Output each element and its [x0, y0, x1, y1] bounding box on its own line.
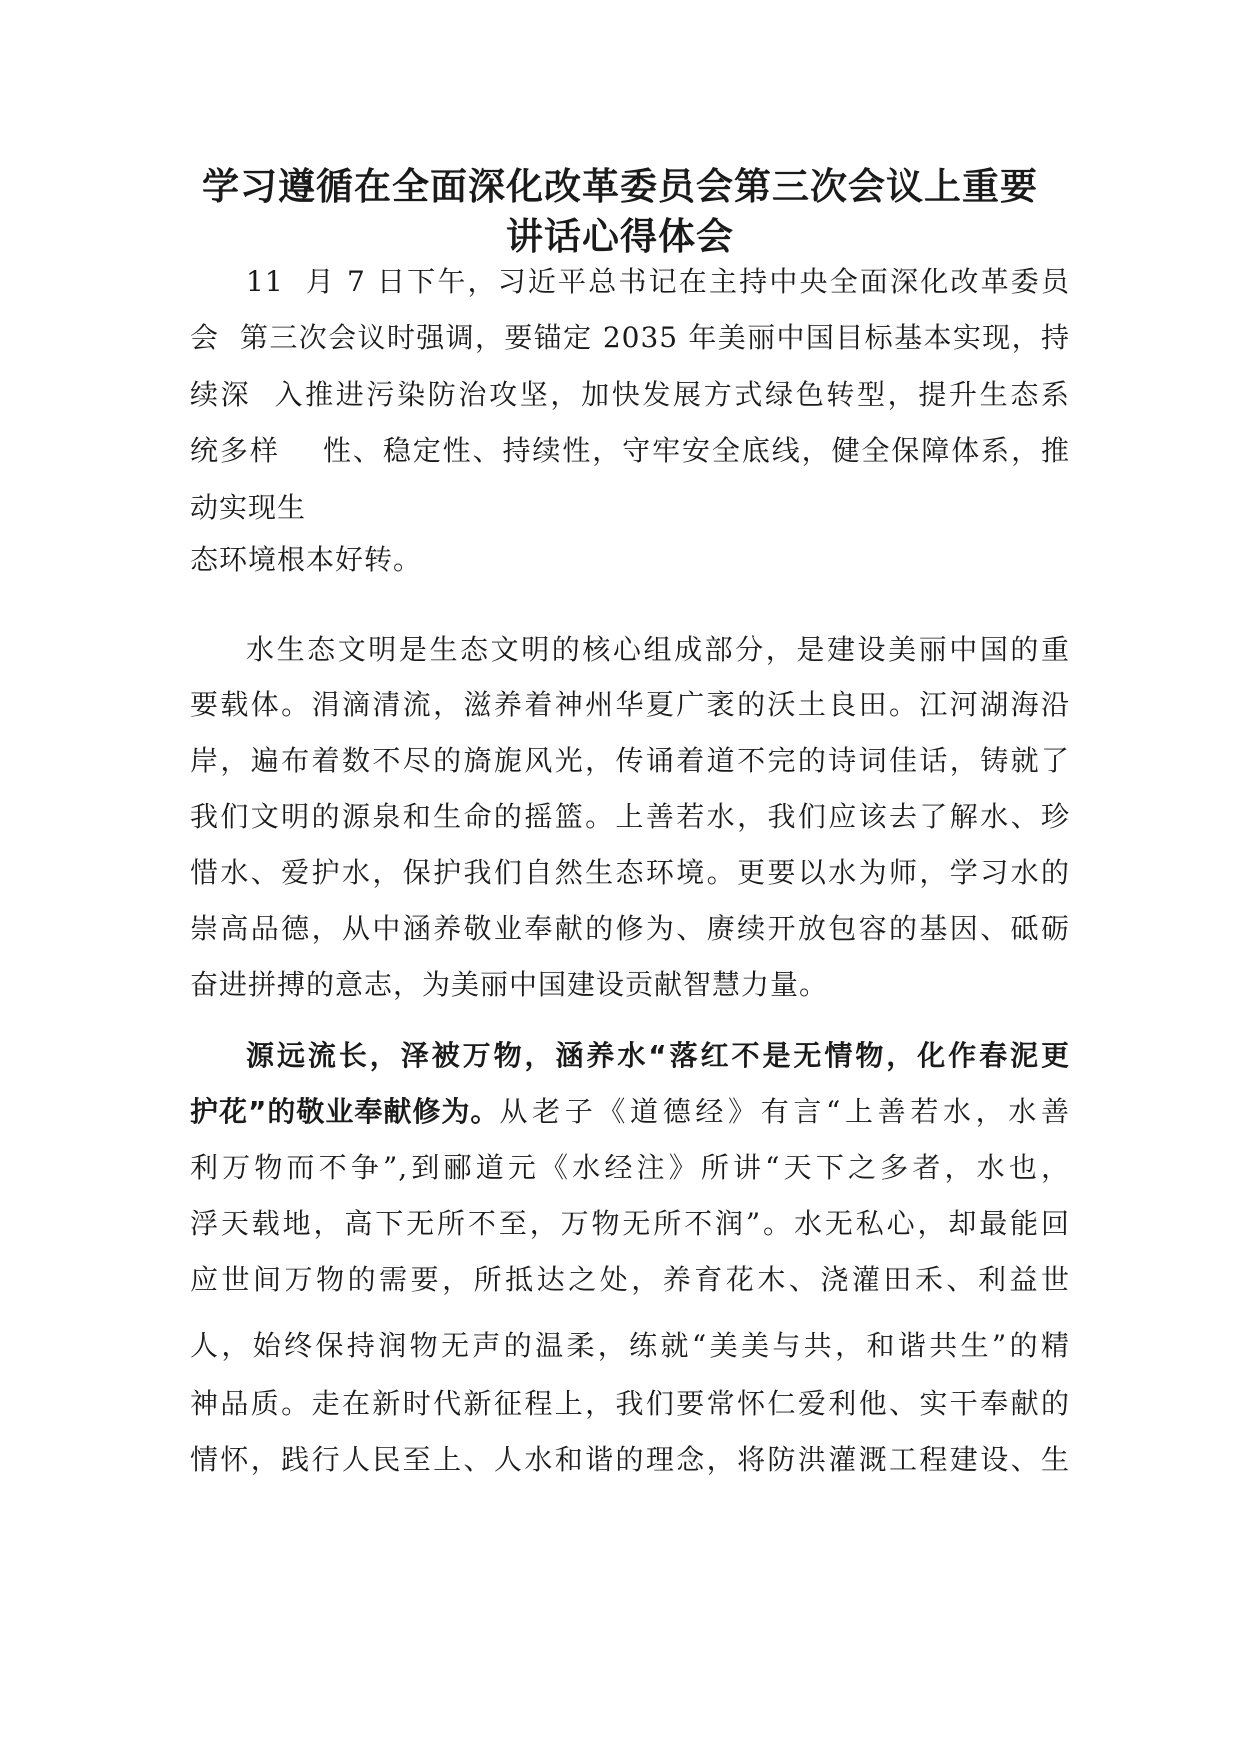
paragraph-1-line-3: 续深 入推进污染防治攻坚，加快发展方式绿色转型，提升生态系: [190, 378, 1070, 411]
paragraph-2-line-4: 我们文明的源泉和生命的摇篮。上善若水，我们应该去了解水、珍: [190, 800, 1070, 833]
paragraph-3-line-4: 浮天载地，高下无所不至，万物无所不润”。水无私心，却最能回: [190, 1207, 1070, 1240]
paragraph-1-line-1: 11 月 7 日下午，习近平总书记在主持中央全面深化改革委员: [246, 265, 1070, 298]
paragraph-1-line-4: 统多样 性、稳定性、持续性，守牢安全底线，健全保障体系，推: [190, 434, 1070, 467]
paragraph-3-line-2-bold: 护花”的敬业奉献修为。: [190, 1095, 500, 1128]
paragraph-2-line-1: 水生态文明是生态文明的核心组成部分，是建设美丽中国的重: [246, 633, 1070, 666]
paragraph-3-line-3: 利万物而不争”,到郦道元《水经注》所讲“天下之多者，水也，: [190, 1151, 1070, 1184]
paragraph-2-line-2: 要载体。涓滴清流，滋养着神州华夏广袤的沃土良田。江河湖海沿: [190, 688, 1070, 721]
paragraph-2-line-3: 岸，遍布着数不尽的旖旎风光，传诵着道不完的诗词佳话，铸就了: [190, 744, 1070, 777]
paragraph-2-line-7: 奋进拼搏的意志，为美丽中国建设贡献智慧力量。: [190, 968, 829, 1001]
paragraph-3-line-7: 神品质。走在新时代新征程上，我们要常怀仁爱利他、实干奉献的: [190, 1387, 1070, 1420]
paragraph-3-line-2-rest: 从老子《道德经》有言“上善若水，水善: [499, 1095, 1070, 1128]
paragraph-1-line-2: 会 第三次会议时强调，要锚定 2035 年美丽中国目标基本实现，持: [190, 321, 1070, 354]
document-title-line-1: 学习遵循在全面深化改革委员会第三次会议上重要: [202, 165, 1038, 208]
paragraph-1-line-6: 态环境根本好转。: [190, 543, 423, 576]
paragraph-2-line-5: 惜水、爱护水，保护我们自然生态环境。更要以水为师，学习水的: [190, 856, 1070, 889]
document-title-line-2: 讲话心得体会: [506, 215, 734, 258]
paragraph-3-line-8: 情怀，践行人民至上、人水和谐的理念，将防洪灌溉工程建设、生: [190, 1443, 1070, 1476]
paragraph-3-line-2: [190, 1092, 1070, 1132]
paragraph-3-line-5: 应世间万物的需要，所抵达之处，养育花木、浇灌田禾、利益世: [190, 1263, 1070, 1296]
paragraph-2-line-6: 崇高品德，从中涵养敬业奉献的修为、赓续开放包容的基因、砥砺: [190, 912, 1070, 945]
paragraph-3-line-6: 人，始终保持润物无声的温柔，练就“美美与共，和谐共生”的精: [190, 1329, 1070, 1362]
paragraph-1-line-5: 动实现生: [190, 491, 307, 524]
paragraph-3-line-1: 源远流长，泽被万物，涵养水“落红不是无情物，化作春泥更: [246, 1039, 1070, 1072]
